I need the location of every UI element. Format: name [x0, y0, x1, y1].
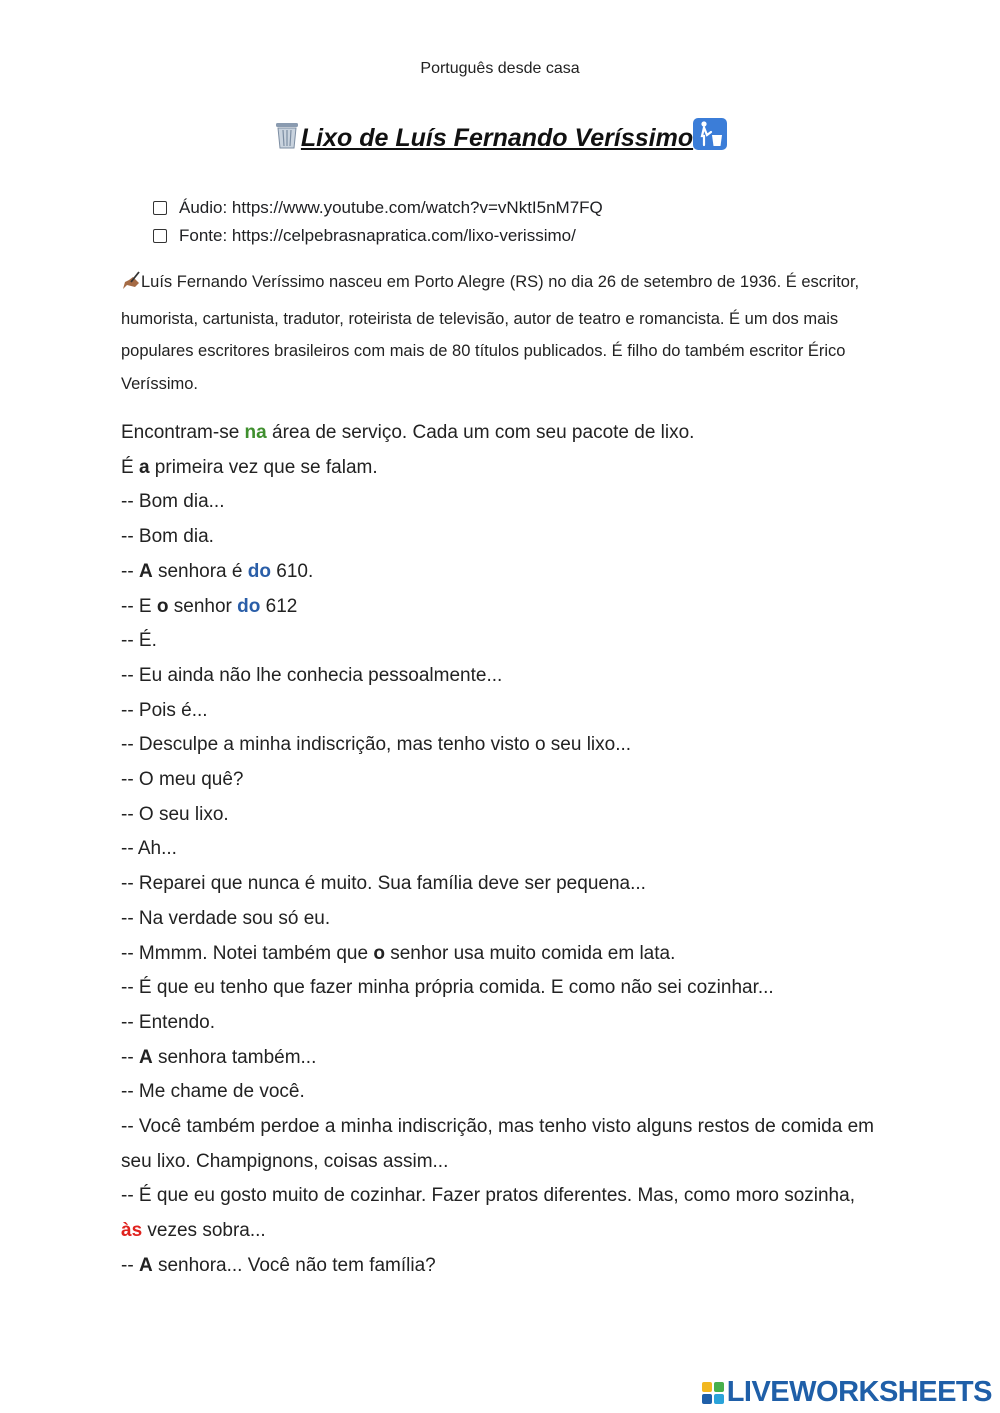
story-line: -- A senhora... Você não tem família?: [121, 1254, 436, 1276]
story-line: -- Pois é...: [121, 699, 208, 721]
highlight-word: o: [373, 942, 385, 964]
highlight-word: A: [138, 1254, 153, 1276]
put-litter-in-its-place-icon: [693, 118, 727, 157]
audio-link[interactable]: Áudio: https://www.youtube.com/watch?v=vNktI5nM7FQ: [179, 198, 603, 217]
wastebasket-icon: [273, 120, 301, 157]
story-line: -- Ah...: [121, 838, 177, 860]
highlight-word: o: [156, 595, 169, 617]
highlight-word: A: [138, 1046, 153, 1068]
story-line: -- Bom dia...: [121, 491, 225, 513]
highlight-word: A: [138, 560, 153, 582]
story-line: -- A senhora é do 610.: [121, 560, 314, 582]
story-line: -- Entendo.: [121, 1011, 215, 1033]
blank-answer: na: [244, 422, 267, 443]
story-line: Encontram-se na área de serviço. Cada um com seu pacote de lixo.: [121, 422, 695, 443]
author-bio: [121, 266, 891, 400]
story-line: -- É.: [121, 630, 157, 652]
story-line: -- A senhora também...: [121, 1046, 317, 1068]
source-link[interactable]: Fonte: https://celpebrasnapratica.com/lixo-verissimo/: [179, 226, 576, 245]
writing-hand-icon: [121, 270, 141, 303]
story-text: [121, 416, 881, 1284]
story-line: -- Me chame de você.: [121, 1081, 305, 1103]
page-header: Português desde casa: [420, 60, 580, 77]
story-line: É a primeira vez que se falam.: [121, 456, 378, 478]
page-title: Lixo de Luís Fernando Veríssimo: [300, 124, 694, 152]
list-item: [153, 194, 603, 222]
reference-list: [153, 194, 603, 250]
list-item: [153, 222, 603, 250]
story-line: -- Você também perdoe a minha indiscrição, mas tenho visto alguns restos de comida em seu lixo. Champignons, coisas assim...: [121, 1116, 874, 1172]
story-line: -- O meu quê?: [121, 769, 244, 791]
story-line: -- E o senhor do 612: [121, 595, 298, 617]
liveworksheets-logo-icon: [702, 1382, 724, 1404]
blank-answer: do: [237, 595, 261, 617]
audio-checkbox[interactable]: [153, 201, 167, 215]
story-line: -- É que eu tenho que fazer minha própria comida. E como não sei cozinhar...: [121, 977, 774, 999]
highlight-word: a: [138, 456, 150, 478]
logo-text: LIVEWORKSHEETS: [726, 1376, 992, 1408]
page-title-row: [0, 118, 1000, 157]
blank-answer: às: [121, 1220, 143, 1242]
story-line: -- O seu lixo.: [121, 803, 229, 825]
source-checkbox[interactable]: [153, 229, 167, 243]
story-line: -- Eu ainda não lhe conhecia pessoalmente...: [121, 664, 503, 686]
liveworksheets-logo: [702, 1376, 992, 1409]
story-line: -- Na verdade sou só eu.: [121, 907, 331, 929]
story-line: -- Mmmm. Notei também que o senhor usa muito comida em lata.: [121, 942, 676, 964]
story-line: -- É que eu gosto muito de cozinhar. Fazer pratos diferentes. Mas, como moro sozinha, às vezes sobra...: [121, 1185, 855, 1242]
story-line: -- Desculpe a minha indiscrição, mas tenho visto o seu lixo...: [121, 734, 632, 756]
blank-answer: do: [247, 560, 271, 582]
story-line: -- Reparei que nunca é muito. Sua família deve ser pequena...: [121, 873, 646, 895]
bio-text: Luís Fernando Veríssimo nasceu em Porto Alegre (RS) no dia 26 de setembro de 1936. É escritor, humorista, cartunista, tradutor, roteirista de televisão, autor de teatro e romancista. É um dos mais populares escritores brasileiros com mais de 80 títulos publicados. É filho do também escritor Érico Veríssimo.: [121, 273, 860, 393]
story-line: -- Bom dia.: [121, 526, 214, 548]
